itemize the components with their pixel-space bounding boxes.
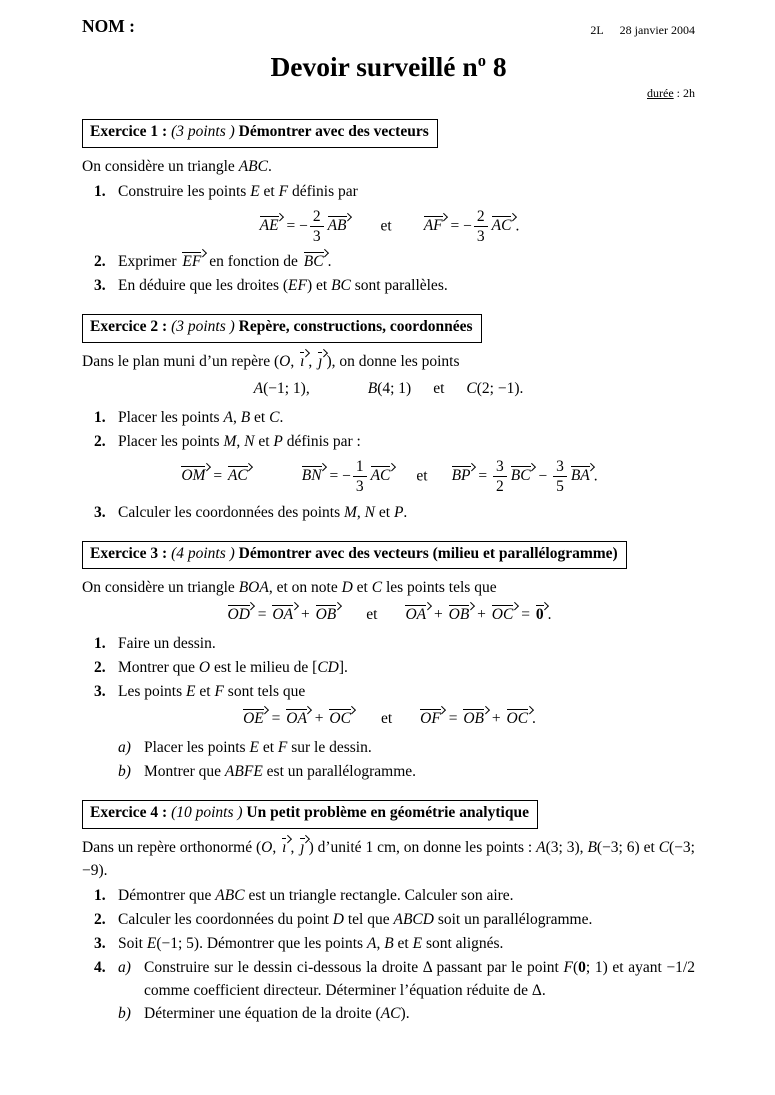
- text-segment: M: [343, 503, 357, 521]
- item-label: 3.: [94, 277, 106, 295]
- text-segment: et: [393, 934, 413, 952]
- fraction-numerator: 3: [553, 458, 567, 477]
- text-segment: Un petit problème en géométrie analytique: [246, 803, 529, 821]
- text-segment: ,: [290, 353, 299, 371]
- text-segment: C: [269, 408, 280, 426]
- vector-notation: OC: [328, 708, 354, 727]
- math-formula: [82, 378, 695, 401]
- exercice-2-intro: [82, 351, 695, 374]
- text-segment: Déterminer une équation de la droite (: [144, 1005, 381, 1023]
- text-segment: Exercice 2 :: [90, 318, 168, 336]
- vector-notation: ȷ: [299, 837, 307, 856]
- text-segment: ,: [232, 408, 241, 426]
- text-segment: Exercice 4 :: [90, 803, 168, 821]
- text-segment: soit un parallélogramme.: [433, 910, 593, 928]
- vector-notation: BC: [303, 251, 327, 270]
- fraction: [353, 458, 367, 496]
- text-segment: ) et: [306, 277, 332, 295]
- text-segment: définis par :: [282, 432, 361, 450]
- text-segment: et: [195, 683, 215, 701]
- text-segment: (2; −1).: [476, 380, 524, 398]
- sub-item: [82, 761, 695, 784]
- exercice-4-header-box: [82, 800, 538, 829]
- fraction-numerator: 1: [353, 458, 367, 477]
- text-segment: Exprimer: [118, 253, 181, 271]
- text-segment: et: [254, 432, 274, 450]
- vector-notation: BN: [301, 465, 325, 484]
- exercice-1: [82, 119, 695, 298]
- text-segment: +: [473, 606, 490, 624]
- text-segment: sont parallèles.: [350, 277, 448, 295]
- text-segment: .: [279, 408, 284, 426]
- item-label: 1.: [94, 886, 106, 904]
- text-segment: B: [384, 934, 394, 952]
- text-segment: les points tels que: [382, 579, 497, 597]
- vector-notation: AC: [227, 465, 251, 484]
- text-segment: C: [658, 838, 670, 856]
- text-segment: N: [244, 432, 255, 450]
- fraction-numerator: 2: [310, 208, 324, 227]
- fraction-denominator: 2: [496, 478, 504, 496]
- text-segment: et: [380, 710, 393, 728]
- text-segment: définis par: [288, 182, 358, 200]
- text-segment: (−1; 1),: [263, 380, 310, 398]
- item-label: 1.: [94, 408, 106, 426]
- text-segment: F: [214, 683, 224, 701]
- item-label: b): [118, 763, 131, 781]
- page-header: [82, 14, 695, 40]
- class-label: 2L: [590, 23, 604, 38]
- text-segment: =: [253, 606, 271, 624]
- text-segment: =: [209, 467, 226, 485]
- text-segment: Construire sur le dessin ci-dessous la droite Δ passant par le point: [144, 958, 564, 976]
- text-segment: Soit: [118, 934, 147, 952]
- text-segment: ,: [376, 934, 385, 952]
- item-label: 2.: [94, 910, 106, 928]
- text-segment: −: [534, 467, 552, 485]
- text-segment: M: [223, 432, 237, 450]
- text-segment: ABC: [238, 157, 268, 175]
- exercice-4-intro: [82, 837, 695, 883]
- list-item: [82, 657, 695, 680]
- vector-notation: OB: [448, 604, 473, 623]
- text-segment: = −: [282, 217, 308, 234]
- text-segment: est un triangle rectangle. Calculer son aire.: [244, 886, 514, 904]
- fraction-numerator: 3: [493, 458, 507, 477]
- text-segment: ,: [356, 503, 365, 521]
- text-segment: .: [403, 503, 408, 521]
- text-segment: A: [223, 408, 233, 426]
- text-segment: .: [267, 157, 272, 175]
- text-segment: (−3; −9).: [82, 838, 695, 879]
- item-text: [118, 909, 695, 932]
- item-text: [118, 933, 695, 956]
- text-segment: E: [250, 182, 260, 200]
- text-segment: est le milieu de [: [210, 659, 318, 677]
- item-label: 3.: [94, 683, 106, 701]
- text-segment: E: [249, 739, 259, 757]
- sub-item: [82, 737, 695, 760]
- text-segment: Exercice 3 :: [90, 544, 168, 562]
- text-segment: et: [250, 408, 270, 426]
- list-item: [82, 407, 695, 430]
- list-item: [82, 633, 695, 656]
- text-segment: et: [352, 579, 372, 597]
- item-text: [118, 633, 695, 656]
- item-label: b): [118, 1005, 131, 1023]
- item-text: [118, 885, 695, 908]
- text-segment: (: [572, 958, 579, 976]
- text-segment: sont tels que: [223, 683, 306, 701]
- exercice-3-intro: [82, 577, 695, 600]
- text-segment: ,: [236, 432, 245, 450]
- text-segment: D: [341, 579, 353, 597]
- text-segment: B: [587, 838, 597, 856]
- exercice-1-header-row: [82, 119, 695, 148]
- item-label: a): [118, 739, 131, 757]
- text-segment: A: [366, 934, 377, 952]
- math-formula: [82, 458, 695, 496]
- fraction: [553, 458, 567, 496]
- item-label: 3.: [94, 503, 106, 521]
- item-label: 3.: [94, 934, 106, 952]
- text-segment: AC: [380, 1005, 401, 1023]
- text-segment: Calculer les coordonnées du point: [118, 910, 333, 928]
- text-segment: Démontrer avec des vecteurs: [238, 122, 429, 140]
- text-segment: Exercice 1 :: [90, 122, 168, 140]
- text-segment: =: [517, 606, 534, 624]
- exercice-3-header-row: [82, 541, 695, 570]
- vector-notation: AF: [423, 215, 446, 234]
- text-segment: ) d’unité 1 cm, on donne les points :: [308, 838, 537, 856]
- math-formula: [82, 208, 695, 246]
- fraction-denominator: 3: [312, 227, 321, 245]
- list-item: [82, 502, 695, 525]
- vector-notation: OB: [315, 604, 340, 623]
- vector-notation: BP: [451, 465, 474, 484]
- text-segment: .: [327, 253, 332, 271]
- text-segment: (10 points ): [171, 803, 243, 821]
- text-segment: Dans un repère orthonormé (: [82, 838, 262, 856]
- text-segment: .: [593, 467, 598, 485]
- name-label: NOM :: [82, 16, 135, 36]
- fraction-denominator: 3: [476, 227, 485, 245]
- math-formula: [82, 708, 695, 731]
- text-segment: F: [278, 182, 289, 200]
- text-segment: =: [267, 710, 285, 728]
- page-title: [82, 48, 695, 85]
- text-segment: F: [277, 739, 288, 757]
- text-segment: 8: [485, 50, 507, 82]
- text-segment: ,: [272, 838, 281, 856]
- text-segment: BC: [331, 277, 351, 295]
- text-segment: CD: [317, 659, 339, 677]
- text-segment: est un parallélogramme.: [262, 763, 417, 781]
- text-segment: D: [332, 910, 344, 928]
- item-label: 2.: [94, 253, 106, 271]
- vector-notation: BC: [510, 465, 534, 484]
- text-segment: = −: [446, 217, 472, 234]
- vector-notation: OM: [180, 465, 208, 484]
- text-segment: ABC: [215, 886, 245, 904]
- exercice-4: [82, 800, 695, 1026]
- text-segment: (3 points ): [171, 122, 235, 140]
- vector-notation: AC: [491, 215, 515, 234]
- text-segment: ,: [290, 838, 299, 856]
- list-item: [82, 681, 695, 704]
- text-segment: B: [367, 380, 378, 398]
- text-segment: ).: [400, 1005, 410, 1023]
- text-segment: A: [536, 838, 546, 856]
- text-segment: ].: [338, 659, 348, 677]
- text-segment: Calculer les coordonnées des points: [118, 503, 344, 521]
- text-segment: E: [146, 934, 157, 952]
- exam-date: 28 janvier 2004: [619, 23, 695, 38]
- text-segment: +: [310, 710, 328, 728]
- sub-item: [82, 1003, 695, 1026]
- fraction-numerator: 2: [474, 208, 488, 227]
- text-segment: E: [186, 683, 196, 701]
- text-segment: +: [297, 606, 314, 624]
- item-text: [118, 251, 695, 274]
- vector-notation: EF: [181, 251, 204, 270]
- text-segment: =: [474, 467, 492, 485]
- vector-notation: ı: [281, 837, 289, 856]
- math-formula: [82, 604, 695, 627]
- exercice-4-header-row: [82, 800, 695, 829]
- text-segment: 0: [578, 958, 586, 976]
- text-segment: O: [198, 659, 211, 677]
- text-segment: o: [477, 50, 486, 70]
- exercice-2: [82, 314, 695, 524]
- fraction: [310, 208, 324, 246]
- text-segment: Placer les points: [118, 408, 224, 426]
- text-segment: En déduire que les droites (: [118, 277, 289, 295]
- exercises-container: [82, 119, 695, 1027]
- exercice-1-header-box: [82, 119, 438, 148]
- vector-notation: 0: [535, 604, 547, 623]
- text-segment: et: [375, 503, 394, 521]
- text-segment: en fonction de: [205, 253, 302, 271]
- exercice-2-header-box: [82, 314, 482, 343]
- text-segment: (3 points ): [171, 318, 235, 336]
- item-label: 2.: [94, 432, 106, 450]
- text-segment: BOA: [238, 579, 269, 597]
- list-item: [82, 275, 695, 298]
- item-text: [144, 737, 695, 760]
- duration-value: : 2h: [673, 86, 695, 101]
- item-label: 1.: [94, 635, 106, 653]
- list-item: [82, 181, 695, 204]
- text-segment: Montrer que: [144, 763, 225, 781]
- text-segment: et: [258, 739, 278, 757]
- list-item: [82, 431, 695, 454]
- list-item: [82, 885, 695, 908]
- text-segment: On considère un triangle: [82, 157, 239, 175]
- text-segment: ,: [308, 353, 317, 371]
- exercice-3-header-box: [82, 541, 627, 570]
- item-text: [118, 407, 695, 430]
- item-text: [118, 181, 695, 204]
- vector-notation: OE: [242, 708, 267, 727]
- text-segment: ABFE: [224, 763, 263, 781]
- duration-note: [82, 85, 695, 103]
- text-segment: C: [466, 380, 477, 398]
- text-segment: et: [433, 380, 445, 398]
- vector-notation: OA: [404, 604, 429, 623]
- vector-notation: OC: [491, 604, 517, 623]
- text-segment: , et on note: [268, 579, 342, 597]
- text-segment: =: [444, 710, 462, 728]
- item-text: [118, 681, 695, 704]
- item-label: 1.: [94, 182, 106, 200]
- text-segment: A: [253, 380, 264, 398]
- list-item: [82, 957, 695, 1003]
- text-segment: sont alignés.: [422, 934, 504, 952]
- text-segment: et: [366, 606, 378, 624]
- exercice-3: [82, 541, 695, 784]
- list-item: [82, 251, 695, 274]
- vector-notation: OA: [271, 604, 296, 623]
- item-text: [118, 502, 695, 525]
- vector-notation: OD: [227, 604, 253, 623]
- list-item: [82, 909, 695, 932]
- vector-notation: AB: [327, 215, 350, 234]
- text-segment: .: [515, 217, 520, 234]
- vector-notation: ȷ: [317, 351, 325, 370]
- text-segment: Construire les points: [118, 182, 251, 200]
- text-segment: ABCD: [393, 910, 434, 928]
- item-text: [144, 957, 695, 1003]
- vector-notation: OF: [419, 708, 444, 727]
- header-meta: [590, 22, 695, 40]
- text-segment: Repère, constructions, coordonnées: [238, 318, 473, 336]
- text-segment: Démontrer avec des vecteurs (milieu et parallélogramme): [238, 544, 618, 562]
- text-segment: Placer les points: [118, 432, 224, 450]
- text-segment: +: [430, 606, 447, 624]
- text-segment: Faire un dessin.: [118, 635, 216, 653]
- text-segment: sur le dessin.: [287, 739, 372, 757]
- duration-label: durée: [647, 86, 674, 101]
- text-segment: Dans le plan muni d’un repère (: [82, 353, 280, 371]
- vector-notation: OC: [506, 708, 532, 727]
- text-segment: .: [547, 606, 552, 624]
- fraction: [474, 208, 488, 246]
- text-segment: Montrer que: [118, 659, 199, 677]
- text-segment: ; 1) et ayant −1/2 comme coefficient directeur. Déterminer l’équation réduite de Δ.: [144, 958, 695, 999]
- text-segment: et: [259, 182, 279, 200]
- text-segment: C: [371, 579, 383, 597]
- text-segment: N: [364, 503, 375, 521]
- text-segment: EF: [288, 277, 307, 295]
- text-segment: B: [240, 408, 251, 426]
- text-segment: F: [563, 958, 573, 976]
- text-segment: P: [273, 432, 283, 450]
- text-segment: (−1; 5). Démontrer que les points: [156, 934, 367, 952]
- item-text: [144, 1003, 695, 1026]
- text-segment: E: [412, 934, 423, 952]
- vector-notation: AE: [259, 215, 282, 234]
- item-text: [118, 657, 695, 680]
- text-segment: ), on donne les points: [326, 353, 460, 371]
- text-segment: Placer les points: [144, 739, 250, 757]
- fraction-denominator: 3: [355, 478, 364, 496]
- item-label: 2.: [94, 659, 106, 677]
- text-segment: Devoir surveillé n: [270, 50, 478, 82]
- item-text: [118, 275, 695, 298]
- item-text: [144, 761, 695, 784]
- vector-notation: ı: [299, 351, 307, 370]
- text-segment: .: [532, 710, 536, 728]
- text-segment: et: [416, 467, 428, 485]
- vector-notation: OB: [462, 708, 487, 727]
- text-segment: O: [261, 838, 273, 856]
- text-segment: P: [393, 503, 404, 521]
- item-label: 4.: [94, 958, 106, 976]
- vector-notation: AC: [370, 465, 394, 484]
- list-item: [82, 933, 695, 956]
- text-segment: Les points: [118, 683, 187, 701]
- text-segment: tel que: [344, 910, 394, 928]
- text-segment: +: [488, 710, 505, 728]
- text-segment: (−3; 6) et: [596, 838, 659, 856]
- text-segment: et: [380, 217, 392, 234]
- text-segment: Démontrer que: [118, 886, 216, 904]
- text-segment: = −: [325, 467, 351, 485]
- text-segment: On considère un triangle: [82, 579, 239, 597]
- vector-notation: OA: [285, 708, 310, 727]
- fraction-denominator: 5: [556, 478, 564, 496]
- exercice-2-header-row: [82, 314, 695, 343]
- text-segment: (4 points ): [171, 544, 235, 562]
- text-segment: O: [279, 353, 291, 371]
- sub-item-label: a): [118, 958, 131, 976]
- item-text: [118, 431, 695, 454]
- exercice-1-intro: [82, 156, 695, 179]
- text-segment: (3; 3),: [545, 838, 588, 856]
- text-segment: (4; 1): [377, 380, 412, 398]
- vector-notation: BA: [570, 465, 593, 484]
- fraction: [493, 458, 507, 496]
